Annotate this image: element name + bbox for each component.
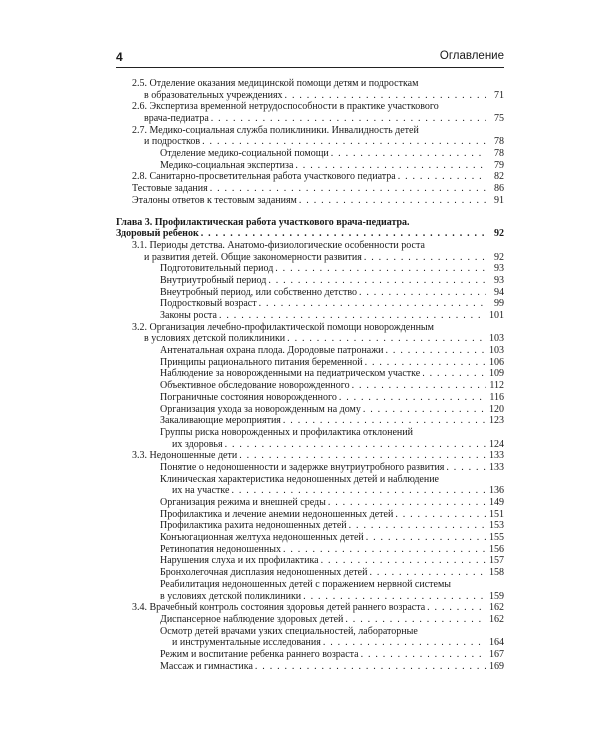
toc-entry-text: Пограничные состояния новорожденного: [160, 391, 337, 403]
toc-leader-dots: [395, 509, 486, 521]
toc-page-number: 136: [489, 485, 504, 497]
toc-page-number: 123: [489, 415, 504, 427]
toc-entry-text: Режим и воспитание ребенка раннего возраста: [160, 648, 359, 660]
toc-entry-text: Организация ухода за новорожденным на дому: [160, 403, 361, 415]
toc-leader-dots: [219, 310, 486, 322]
toc-page-number: 162: [489, 602, 504, 614]
toc-entry-text: их здоровья: [172, 438, 223, 450]
toc-page-number: 93: [494, 274, 504, 286]
toc-entry-text: Массаж и гимнастика: [160, 660, 253, 672]
toc-entry: [116, 649, 504, 661]
toc-entry: [116, 579, 504, 602]
toc-leader-dots: [352, 380, 486, 392]
toc-leader-dots: [446, 462, 486, 474]
toc-page-number: 92: [494, 228, 504, 240]
toc-leader-dots: [225, 439, 486, 451]
toc-entry-text: Понятие о недоношенности и задержке внутриутробного развития: [160, 461, 445, 473]
toc-entry: [116, 172, 504, 184]
toc-leader-dots: [359, 287, 486, 299]
toc-entry: [116, 661, 504, 673]
toc-leader-dots: [363, 404, 486, 416]
toc-entry: [116, 263, 504, 275]
toc-entry: [116, 148, 504, 160]
toc-entry: [116, 357, 504, 369]
toc-entry: [116, 626, 504, 649]
toc-entry-text: Профилактика и лечение анемии недоношенных детей: [160, 508, 394, 520]
toc-leader-dots: [231, 485, 486, 497]
toc-page-number: 91: [494, 194, 504, 206]
toc-entry: [116, 474, 504, 497]
toc-entry-text: Подготовительный период: [160, 263, 274, 275]
toc-leader-dots: [287, 333, 486, 345]
toc-page-number: 133: [489, 450, 504, 462]
toc-leader-dots: [255, 661, 486, 673]
toc-entry-text: 2.5. Отделение оказания медицинской помощи детям и подросткам: [132, 78, 419, 89]
toc-page-number: 103: [489, 345, 504, 357]
toc-entry: [116, 567, 504, 579]
toc-leader-dots: [345, 614, 486, 626]
toc-page-number: 71: [494, 89, 504, 101]
toc-leader-dots: [283, 415, 486, 427]
toc-leader-dots: [275, 263, 486, 275]
running-header: [116, 50, 504, 66]
toc-page-number: 106: [489, 356, 504, 368]
toc-leader-dots: [398, 171, 486, 183]
toc-page-number: 155: [489, 532, 504, 544]
toc-entry-text: 2.6. Экспертиза временной нетрудоспособности в практике участкового: [132, 101, 439, 113]
toc-leader-dots: [369, 567, 486, 579]
toc-entry: [116, 240, 504, 263]
toc-page-number: 158: [489, 567, 504, 579]
toc-entry: [116, 415, 504, 427]
toc-page-number: 92: [494, 251, 504, 263]
toc-entry: [116, 310, 504, 322]
toc-entry-text: Наблюдение за новорожденными на педиатрическом участке: [160, 368, 421, 380]
toc-page-number: 153: [489, 520, 504, 532]
toc-leader-dots: [349, 520, 486, 532]
toc-entry-text: Осмотр детей врачами узких специальностей, лабораторные: [160, 625, 418, 637]
toc-leader-dots: [427, 602, 486, 614]
toc-entry-text: Организация режима и внешней среды: [160, 497, 326, 509]
toc-entry: [116, 450, 504, 462]
toc-page-number: 120: [489, 403, 504, 415]
toc-entry: [116, 404, 504, 416]
toc-entry: [116, 298, 504, 310]
toc-leader-dots: [422, 368, 486, 380]
toc-entry-text: Объективное обследование новорожденного: [160, 380, 350, 392]
toc-entry-text: Ретинопатия недоношенных: [160, 543, 281, 555]
toc-entry: [116, 392, 504, 404]
toc-entry-text: Закаливающие мероприятия: [160, 415, 281, 427]
toc-entry: [116, 497, 504, 509]
toc-leader-dots: [323, 637, 486, 649]
toc-entry-text: в условиях детской поликлиники: [144, 333, 286, 345]
toc-leader-dots: [339, 392, 486, 404]
toc-page-number: 151: [489, 508, 504, 520]
toc-entry: [116, 287, 504, 299]
toc-entry-text: Принципы рационального питания беременной: [160, 356, 363, 368]
toc-leader-dots: [295, 160, 486, 172]
toc-entry-text: 2.7. Медико-социальная служба поликлиники. Инвалидность детей: [132, 124, 419, 136]
toc-entry-text: 3.2. Организация лечебно-профилактической помощи новорожденным: [132, 321, 434, 333]
toc-entry: [116, 195, 504, 207]
toc-entry-text: Отделение медико-социальной помощи: [160, 148, 329, 160]
toc-entry-text: Здоровый ребенок: [116, 228, 199, 240]
toc-page-number: 157: [489, 555, 504, 567]
toc-entry: [116, 556, 504, 568]
toc-leader-dots: [364, 252, 486, 264]
toc-page-number: 75: [494, 113, 504, 125]
toc-page-number: 133: [489, 461, 504, 473]
toc-leader-dots: [386, 345, 486, 357]
toc-leader-dots: [365, 357, 486, 369]
toc-entry-text: в образовательных учреждениях: [144, 89, 283, 101]
page-number: 4: [116, 50, 123, 64]
toc-entry-text: Антенатальная охрана плода. Дородовые патронажи: [160, 345, 384, 357]
toc-entry: [116, 78, 504, 101]
running-title: Оглавление: [439, 50, 504, 62]
toc-entry: [116, 345, 504, 357]
toc-page-number: 124: [489, 438, 504, 450]
toc-entry-text: Группы риска новорожденных и профилактика отклонений: [160, 426, 413, 438]
toc-entry-text: 3.4. Врачебный контроль состояния здоровья детей раннего возраста: [132, 602, 426, 614]
toc-entry-text: и инструментальные исследования: [172, 637, 321, 649]
toc-leader-dots: [285, 90, 486, 102]
toc-page-number: 149: [489, 497, 504, 509]
toc-entry: [116, 160, 504, 172]
toc-page-number: 99: [494, 298, 504, 310]
toc-leader-dots: [211, 113, 486, 125]
toc-page-number: 112: [489, 380, 504, 392]
toc-entry-text: Конъюгационная желтуха недоношенных детей: [160, 532, 364, 544]
header-rule: [116, 67, 504, 68]
toc-entry: [116, 509, 504, 521]
toc-page-number: 101: [489, 310, 504, 322]
toc-entry: [116, 322, 504, 345]
table-of-contents: [116, 78, 504, 672]
toc-page-number: 109: [489, 368, 504, 380]
toc-leader-dots: [328, 497, 486, 509]
toc-page-number: 162: [489, 613, 504, 625]
toc-entry-text: Нарушения слуха и их профилактика: [160, 555, 319, 567]
toc-leader-dots: [210, 183, 486, 195]
toc-entry-text: Законы роста: [160, 310, 217, 322]
toc-page-number: 82: [494, 171, 504, 183]
toc-leader-dots: [361, 649, 486, 661]
toc-page-number: 167: [489, 648, 504, 660]
toc-leader-dots: [259, 298, 486, 310]
toc-leader-dots: [321, 555, 486, 567]
toc-page-number: 78: [494, 148, 504, 160]
toc-entry-text: Бронхолегочная дисплазия недоношенных детей: [160, 567, 368, 579]
toc-leader-dots: [366, 532, 486, 544]
toc-entry-text: Клиническая характеристика недоношенных детей и наблюдение: [160, 473, 439, 485]
toc-page-number: 116: [489, 391, 504, 403]
toc-leader-dots: [268, 275, 486, 287]
toc-entry-text: Внутриутробный период: [160, 274, 267, 286]
toc-entry-text: Подростковый возраст: [160, 298, 257, 310]
toc-entry-text: Внеутробный период, или собственно детство: [160, 286, 357, 298]
toc-entry: [116, 275, 504, 287]
toc-entry: [116, 217, 504, 240]
toc-page-number: 94: [494, 286, 504, 298]
toc-entry: [116, 462, 504, 474]
toc-entry-text: 3.1. Периоды детства. Анатомо-физиологические особенности роста: [132, 239, 425, 251]
toc-page-number: 86: [494, 183, 504, 195]
toc-page-number: 159: [489, 590, 504, 602]
toc-entry: [116, 427, 504, 450]
toc-page-number: 78: [494, 136, 504, 148]
toc-leader-dots: [201, 228, 486, 240]
toc-entry: [116, 369, 504, 381]
toc-entry: [116, 101, 504, 124]
toc-entry: [116, 183, 504, 195]
toc-leader-dots: [303, 591, 486, 603]
toc-page-number: 169: [489, 660, 504, 672]
toc-leader-dots: [239, 450, 486, 462]
toc-entry: [116, 532, 504, 544]
toc-entry-text: Диспансерное наблюдение здоровых детей: [160, 613, 344, 625]
toc-entry-text: и развития детей. Общие закономерности развития: [144, 251, 362, 263]
toc-entry-text: Медико-социальная экспертиза: [160, 159, 294, 171]
toc-entry: [116, 544, 504, 556]
toc-leader-dots: [202, 136, 486, 148]
toc-entry-text: 3.3. Недоношенные дети: [132, 450, 238, 462]
toc-page-number: 103: [489, 333, 504, 345]
toc-entry-text: и подростков: [144, 136, 201, 148]
toc-entry-text: Реабилитация недоношенных детей с поражением нервной системы: [160, 578, 452, 590]
toc-leader-dots: [331, 148, 486, 160]
toc-leader-dots: [283, 544, 486, 556]
toc-leader-dots: [299, 195, 486, 207]
toc-entry-text: в условиях детской поликлиники: [160, 590, 302, 602]
toc-page-number: 156: [489, 543, 504, 555]
toc-entry: [116, 125, 504, 148]
toc-entry: [116, 602, 504, 614]
toc-page-number: 93: [494, 263, 504, 275]
toc-entry-text: врача-педиатра: [144, 113, 209, 125]
toc-entry: [116, 614, 504, 626]
toc-entry: [116, 520, 504, 532]
toc-entry-text: Эталоны ответов к тестовым заданиям: [132, 194, 297, 206]
toc-entry-text: Глава 3. Профилактическая работа участкового врача-педиатра.: [116, 216, 410, 228]
toc-page-number: 79: [494, 159, 504, 171]
toc-entry-text: Тестовые задания: [132, 183, 208, 195]
toc-page-number: 164: [489, 637, 504, 649]
toc-entry-text: 2.8. Санитарно-просветительная работа участкового педиатра: [132, 171, 396, 183]
toc-entry-text: Профилактика рахита недоношенных детей: [160, 520, 347, 532]
toc-entry-text: их на участке: [172, 485, 230, 497]
toc-entry: [116, 380, 504, 392]
